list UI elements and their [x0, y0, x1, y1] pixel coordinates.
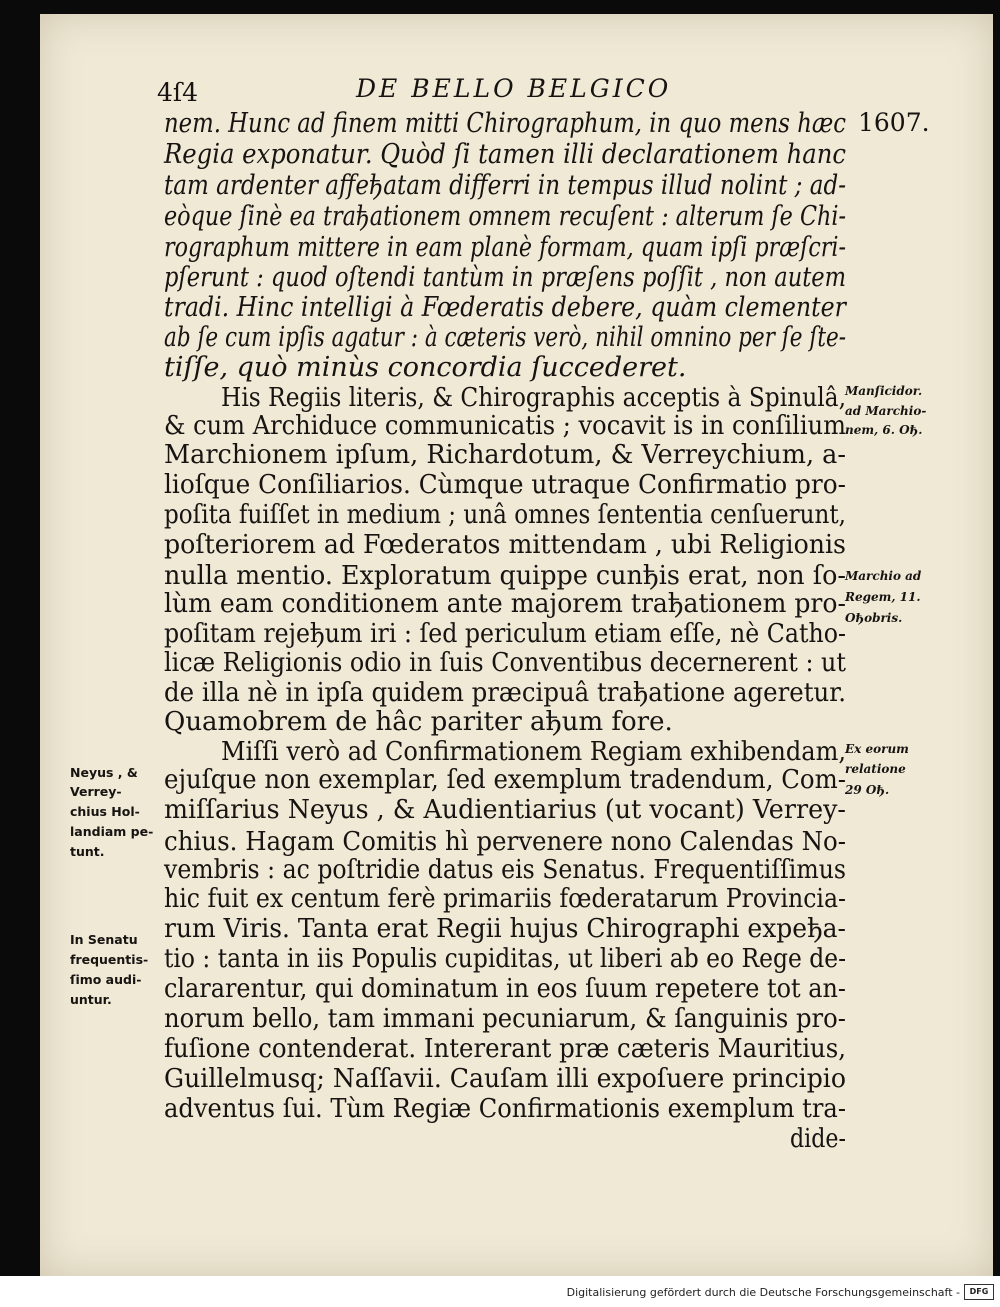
body-line: vembris : ac poſtridie datus eis Senatus. Frequentiſſimus: [164, 855, 846, 885]
body-line: nem. Hunc ad finem mitti Chirographum, in quo mens hæc: [164, 108, 846, 139]
body-line: ejuſque non exemplar, ſed exemplum tradendum, Com-: [164, 765, 846, 795]
margin-note-right-line: Oђobris.: [845, 611, 903, 625]
body-line: poſteriorem ad Fœderatos mittendam , ubi Religionis: [164, 530, 846, 560]
body-line: nulla mentio. Exploratum quippe cunђis erat, non ſo-: [164, 561, 846, 591]
body-line: Marchionem ipſum, Richardotum, & Verreychium, a-: [164, 440, 846, 470]
body-line: norum bello, tam immani pecuniarum, & ſanguinis pro-: [164, 1004, 846, 1034]
body-line: tio : tanta in iis Populis cupiditas, ut liberi ab eo Rege de-: [164, 944, 846, 974]
footer-credit: Digitalisierung gefördert durch die Deutsche Forschungsgemeinschaft -: [566, 1286, 960, 1299]
body-line: chius. Hagam Comitis hì pervenere nono Calendas No-: [164, 827, 846, 857]
margin-note-right-line: Regem, 11.: [845, 590, 921, 604]
body-line: de illa nè in ipſa quidem præcipuâ traђatione ageretur.: [164, 678, 846, 708]
margin-note-right-line: nem, 6. Oђ.: [845, 423, 923, 437]
page-number: 4ſ4: [157, 78, 199, 107]
margin-year: 1607.: [858, 108, 930, 137]
body-line: pſerunt : quod oſtendi tantùm in præſens poſſit , non autem: [164, 262, 846, 293]
body-line: fuſione contenderat. Intererant præ cæteris Mauritius,: [164, 1034, 846, 1064]
body-line: dide-: [790, 1124, 846, 1154]
margin-note-right-line: relatione: [845, 762, 906, 776]
body-line: clararentur, qui dominatum in eos ſuum repetere tot an-: [164, 974, 846, 1004]
body-line: ab ſe cum ipſis agatur : à cæteris verò, nihil omnino per ſe ſte-: [164, 322, 846, 353]
body-line: rum Viris. Tanta erat Regii hujus Chirographi expeђa-: [164, 914, 846, 944]
body-line: His Regiis literis, & Chirographis acceptis à Spinulâ,: [221, 383, 846, 413]
body-line: Miſſi verò ad Confirmationem Regiam exhibendam,: [221, 737, 846, 767]
margin-note-left-line: frequentis-: [70, 952, 149, 967]
margin-note-left-line: chius Hol-: [70, 804, 140, 819]
margin-note-right-line: 29 Oђ.: [845, 783, 890, 797]
body-line: lùm eam conditionem ante majorem traђationem pro-: [164, 589, 846, 619]
body-line: tradi. Hinc intelligi à Fœderatis debere, quàm clementer: [164, 292, 846, 323]
margin-note-right-line: Marchio ad: [845, 569, 922, 583]
body-line: tam ardenter affeђatam differri in tempus illud nolint ; ad-: [164, 170, 846, 201]
body-line: tiſſe, quò minùs concordia ſuccederet.: [164, 352, 687, 383]
body-line: & cum Archiduce communicatis ; vocavit is in conſilium: [164, 411, 846, 441]
body-line: poſita fuiſſet in medium ; unâ omnes ſententia cenſuerunt,: [164, 500, 846, 530]
margin-note-left-line: ſimo audi-: [70, 972, 142, 987]
body-line: miſſarius Neyus , & Audientiarius (ut vocant) Verrey-: [164, 795, 846, 825]
margin-note-right-line: ad Marchio-: [845, 404, 927, 418]
body-line: Quamobrem de hâc pariter aђum fore.: [164, 707, 673, 737]
margin-note-right-line: Ex eorum: [845, 742, 909, 756]
running-title: DE BELLO BELGICO: [356, 74, 672, 103]
margin-note-left-line: Verrey-: [70, 784, 122, 799]
body-line: rographum mittere in eam planè formam, quam ipſi præſcri-: [164, 232, 846, 263]
body-line: licæ Religionis odio in ſuis Conventibus decernerent : ut: [164, 648, 846, 678]
margin-note-right-line: Manſicidor.: [845, 384, 923, 398]
footer-bar: [0, 1276, 1000, 1307]
body-line: adventus ſui. Tùm Regiæ Confirmationis exemplum tra-: [164, 1094, 846, 1124]
body-line: poſitam rejeђum iri : ſed periculum etiam eſſe, nè Catho-: [164, 619, 846, 649]
margin-note-left-line: In Senatu: [70, 932, 138, 947]
margin-note-left-line: tunt.: [70, 844, 105, 859]
body-line: hic fuit ex centum ferè primariis fœderatarum Provincia-: [164, 884, 846, 914]
margin-note-left-line: untur.: [70, 992, 112, 1007]
margin-note-left-line: landiam pe-: [70, 824, 154, 839]
dfg-logo-icon: DFG: [964, 1284, 994, 1300]
margin-note-left-line: Neyus , &: [70, 765, 138, 780]
body-line: Guillelmusq; Naſſavii. Cauſam illi expoſuere principio: [164, 1064, 846, 1094]
body-line: lioſque Conſiliarios. Cùmque utraque Confirmatio pro-: [164, 470, 846, 500]
body-line: eòque ſinè ea traђationem omnem recuſent : alterum ſe Chi-: [164, 201, 846, 232]
body-line: Regia exponatur. Quòd ſi tamen illi declarationem hanc: [164, 139, 846, 170]
